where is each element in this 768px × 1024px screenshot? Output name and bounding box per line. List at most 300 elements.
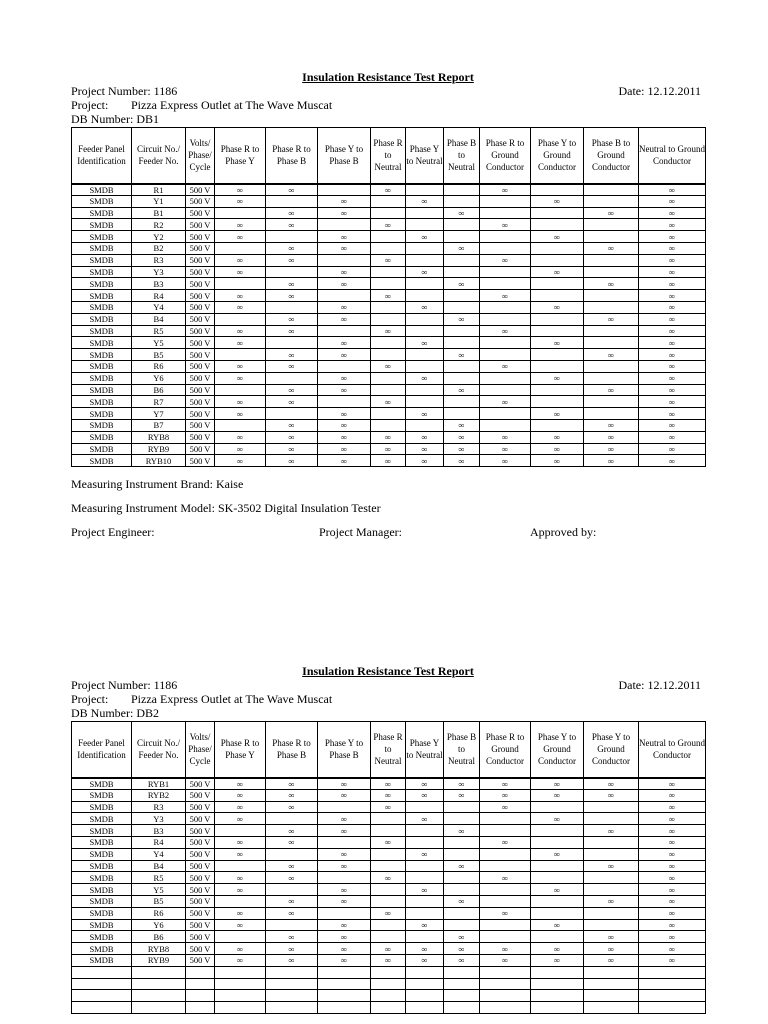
table-cell: ∞	[406, 231, 444, 243]
table-cell: ∞	[639, 943, 706, 955]
table-cell	[406, 242, 444, 254]
table-cell	[406, 419, 444, 431]
table-cell: ∞	[266, 431, 318, 443]
table-row	[72, 337, 706, 349]
table-cell: ∞	[444, 778, 480, 790]
table-cell	[406, 990, 444, 1002]
table-cell: ∞	[639, 207, 706, 219]
instrument-model: Measuring Instrument Model: SK-3502 Digital Insulation Tester	[71, 501, 381, 516]
table-cell: 500 V	[186, 396, 215, 408]
table-cell: RYB10	[132, 455, 186, 467]
project-name: Pizza Express Outlet at The Wave Muscat	[131, 692, 333, 706]
table-cell: ∞	[444, 242, 480, 254]
table-row	[72, 789, 706, 801]
column-header: Phase R to Ground Conductor	[480, 128, 531, 184]
table-cell	[444, 408, 480, 420]
table-cell	[584, 919, 639, 931]
table-cell: ∞	[639, 431, 706, 443]
table-cell: ∞	[639, 419, 706, 431]
table-cell	[215, 990, 266, 1002]
table-row	[72, 455, 706, 467]
table-cell: ∞	[215, 455, 266, 467]
table-cell	[444, 301, 480, 313]
column-header: Feeder Panel Identification	[72, 128, 132, 184]
table-cell: ∞	[480, 789, 531, 801]
table-cell	[266, 848, 318, 860]
table-cell: R4	[132, 290, 186, 302]
table-cell	[186, 966, 215, 978]
instrument-brand: Measuring Instrument Brand: Kaise	[71, 477, 244, 492]
table-cell: ∞	[371, 325, 406, 337]
table-cell: 500 V	[186, 195, 215, 207]
table-cell	[444, 195, 480, 207]
table-cell: ∞	[639, 907, 706, 919]
table-cell: SMDB	[72, 242, 132, 254]
table-cell	[371, 848, 406, 860]
table-cell: Y6	[132, 372, 186, 384]
table-cell	[480, 242, 531, 254]
table-cell: ∞	[531, 266, 584, 278]
table-cell: ∞	[639, 919, 706, 931]
table-cell: ∞	[444, 431, 480, 443]
column-header: Phase B to Neutral	[444, 128, 480, 184]
table-cell	[444, 848, 480, 860]
table-row	[72, 231, 706, 243]
table-cell: RYB9	[132, 954, 186, 966]
table-cell	[531, 978, 584, 990]
table-cell	[318, 290, 371, 302]
column-header: Volts/ Phase/ Cycle	[186, 128, 215, 184]
table-cell: ∞	[639, 931, 706, 943]
table-cell: ∞	[318, 455, 371, 467]
table-cell: ∞	[371, 789, 406, 801]
table-cell: ∞	[444, 278, 480, 290]
table-cell: ∞	[639, 349, 706, 361]
table-cell: ∞	[318, 895, 371, 907]
table-cell: ∞	[639, 455, 706, 467]
table-cell	[406, 907, 444, 919]
table-cell	[266, 337, 318, 349]
table-cell: ∞	[318, 943, 371, 955]
table-cell: ∞	[215, 372, 266, 384]
table-cell: ∞	[318, 242, 371, 254]
table-cell: ∞	[371, 219, 406, 231]
table-cell	[266, 372, 318, 384]
table-cell: ∞	[406, 813, 444, 825]
table-cell	[584, 195, 639, 207]
table-cell: ∞	[531, 372, 584, 384]
table-cell: 500 V	[186, 954, 215, 966]
table-cell: ∞	[215, 184, 266, 196]
table-cell	[531, 990, 584, 1002]
table-cell: ∞	[266, 219, 318, 231]
table-cell: ∞	[584, 313, 639, 325]
table-cell: ∞	[215, 266, 266, 278]
table-cell	[266, 231, 318, 243]
table-cell	[406, 360, 444, 372]
table-cell: ∞	[584, 455, 639, 467]
table-cell: SMDB	[72, 884, 132, 896]
table-cell	[531, 349, 584, 361]
table-cell: ∞	[639, 313, 706, 325]
project-label: Project:	[71, 692, 109, 706]
table-cell	[531, 1002, 584, 1014]
table-cell: SMDB	[72, 349, 132, 361]
table-cell	[584, 266, 639, 278]
table-cell	[266, 266, 318, 278]
table-cell	[266, 301, 318, 313]
table-cell	[444, 372, 480, 384]
table-cell: Y2	[132, 231, 186, 243]
table-cell	[531, 207, 584, 219]
table-cell: SMDB	[72, 337, 132, 349]
table-cell: R7	[132, 396, 186, 408]
table-cell: B1	[132, 207, 186, 219]
table-cell	[371, 978, 406, 990]
table-cell: ∞	[406, 266, 444, 278]
table-cell: ∞	[584, 789, 639, 801]
table-cell: ∞	[480, 455, 531, 467]
table-cell	[531, 242, 584, 254]
table-cell: SMDB	[72, 290, 132, 302]
table-cell	[584, 884, 639, 896]
table-cell: ∞	[371, 801, 406, 813]
signature-line	[71, 525, 705, 539]
table-cell	[406, 207, 444, 219]
table-cell: 500 V	[186, 419, 215, 431]
table-cell: ∞	[371, 778, 406, 790]
table-cell: Y3	[132, 813, 186, 825]
table-cell	[480, 966, 531, 978]
table-cell	[444, 813, 480, 825]
table-cell: 500 V	[186, 266, 215, 278]
table-cell	[480, 884, 531, 896]
table-row	[72, 290, 706, 302]
table-cell	[480, 313, 531, 325]
table-cell	[531, 966, 584, 978]
table-cell: ∞	[371, 954, 406, 966]
table-cell: ∞	[318, 778, 371, 790]
table-cell: ∞	[444, 313, 480, 325]
table-cell: 500 V	[186, 789, 215, 801]
table-cell: ∞	[584, 384, 639, 396]
table-cell	[72, 1002, 132, 1014]
table-cell: ∞	[480, 184, 531, 196]
table-cell: ∞	[639, 219, 706, 231]
column-header: Phase R to Phase B	[266, 722, 318, 778]
table-cell: 500 V	[186, 884, 215, 896]
table-cell: ∞	[406, 443, 444, 455]
table-cell: R1	[132, 184, 186, 196]
table-cell: ∞	[639, 895, 706, 907]
table-cell: ∞	[531, 231, 584, 243]
table-cell	[371, 384, 406, 396]
table-cell: SMDB	[72, 895, 132, 907]
table-cell	[444, 966, 480, 978]
table-cell: ∞	[444, 384, 480, 396]
table-cell	[318, 966, 371, 978]
table-cell	[406, 184, 444, 196]
table-cell: 500 V	[186, 278, 215, 290]
table-cell: SMDB	[72, 789, 132, 801]
table-cell: 500 V	[186, 943, 215, 955]
table-cell: ∞	[480, 254, 531, 266]
table-cell: ∞	[444, 954, 480, 966]
table-row	[72, 419, 706, 431]
table-cell	[480, 384, 531, 396]
table-cell: ∞	[531, 443, 584, 455]
table-cell: B2	[132, 242, 186, 254]
table-cell	[406, 1002, 444, 1014]
table-cell	[531, 860, 584, 872]
table-cell	[584, 325, 639, 337]
table-cell	[531, 219, 584, 231]
table-cell: ∞	[480, 325, 531, 337]
table-cell: R5	[132, 325, 186, 337]
table-cell: ∞	[215, 431, 266, 443]
table-cell	[444, 884, 480, 896]
table-cell	[444, 872, 480, 884]
table-cell: ∞	[266, 207, 318, 219]
table-cell: ∞	[318, 266, 371, 278]
table-cell	[584, 290, 639, 302]
table-cell: ∞	[639, 301, 706, 313]
table-cell: 500 V	[186, 872, 215, 884]
table-cell: ∞	[215, 443, 266, 455]
table-cell: ∞	[215, 907, 266, 919]
table-cell: ∞	[531, 337, 584, 349]
table-cell: ∞	[406, 455, 444, 467]
table-cell: B6	[132, 384, 186, 396]
table-cell	[406, 860, 444, 872]
table-cell	[531, 384, 584, 396]
table-row	[72, 431, 706, 443]
table-cell	[480, 207, 531, 219]
table-cell: ∞	[480, 431, 531, 443]
column-header: Phase Y to Neutral	[406, 128, 444, 184]
table-cell: SMDB	[72, 848, 132, 860]
table-cell	[480, 408, 531, 420]
table-cell: 500 V	[186, 301, 215, 313]
table-cell	[215, 349, 266, 361]
table-cell	[584, 184, 639, 196]
table-cell: 500 V	[186, 207, 215, 219]
table-cell: SMDB	[72, 943, 132, 955]
table-cell: 500 V	[186, 325, 215, 337]
column-header: Phase Y to Phase B	[318, 722, 371, 778]
table-row	[72, 266, 706, 278]
table-cell: ∞	[266, 895, 318, 907]
table-cell	[584, 966, 639, 978]
table-cell: ∞	[215, 789, 266, 801]
table-cell: SMDB	[72, 278, 132, 290]
table-cell: SMDB	[72, 195, 132, 207]
table-cell: ∞	[215, 301, 266, 313]
table-cell: 500 V	[186, 337, 215, 349]
table-cell	[531, 419, 584, 431]
table-cell	[406, 872, 444, 884]
table-cell: ∞	[266, 443, 318, 455]
table-cell	[318, 978, 371, 990]
report-title: Insulation Resistance Test Report	[302, 664, 474, 678]
table-cell: SMDB	[72, 907, 132, 919]
table-cell	[318, 325, 371, 337]
table-cell	[371, 278, 406, 290]
table-cell	[371, 372, 406, 384]
table-row	[72, 372, 706, 384]
table-cell: ∞	[406, 778, 444, 790]
table-cell	[584, 396, 639, 408]
table-row	[72, 301, 706, 313]
table-cell: ∞	[371, 184, 406, 196]
column-header: Phase B to Ground Conductor	[584, 128, 639, 184]
table-cell	[406, 801, 444, 813]
table-cell: ∞	[406, 848, 444, 860]
table-row	[72, 943, 706, 955]
table-cell	[318, 801, 371, 813]
table-cell	[215, 1002, 266, 1014]
table-cell: ∞	[266, 384, 318, 396]
table-cell	[186, 1002, 215, 1014]
table-cell: ∞	[406, 372, 444, 384]
table-cell	[531, 325, 584, 337]
table-row	[72, 278, 706, 290]
column-header: Phase R to Neutral	[371, 128, 406, 184]
table-cell	[318, 360, 371, 372]
table-row	[72, 443, 706, 455]
table-cell	[584, 360, 639, 372]
table-cell	[584, 1002, 639, 1014]
table-cell	[444, 801, 480, 813]
table-cell: B3	[132, 825, 186, 837]
project-number: Project Number: 1186	[71, 678, 178, 692]
table-cell: ∞	[639, 884, 706, 896]
table-cell	[444, 231, 480, 243]
table-cell: ∞	[480, 801, 531, 813]
table-cell: SMDB	[72, 860, 132, 872]
table-cell: ∞	[584, 778, 639, 790]
table-row	[72, 966, 706, 978]
table-cell: 500 V	[186, 825, 215, 837]
table-cell	[444, 990, 480, 1002]
report-title: Insulation Resistance Test Report	[302, 70, 474, 84]
table-row	[72, 207, 706, 219]
table-cell: SMDB	[72, 254, 132, 266]
table-cell: SMDB	[72, 372, 132, 384]
approved-by-label: Approved by:	[530, 525, 597, 540]
table-cell: Y3	[132, 266, 186, 278]
table-cell	[531, 836, 584, 848]
table-cell	[480, 1002, 531, 1014]
table-cell: ∞	[584, 825, 639, 837]
table-cell: SMDB	[72, 443, 132, 455]
table-cell: ∞	[406, 954, 444, 966]
table-cell	[444, 836, 480, 848]
table-cell	[406, 966, 444, 978]
table-cell: ∞	[639, 184, 706, 196]
table-cell: ∞	[266, 907, 318, 919]
table-cell	[584, 907, 639, 919]
table-cell	[531, 895, 584, 907]
table-cell: 500 V	[186, 313, 215, 325]
table-cell: ∞	[318, 789, 371, 801]
table-cell: SMDB	[72, 384, 132, 396]
table-cell: ∞	[444, 349, 480, 361]
column-header: Phase R to Ground Conductor	[480, 722, 531, 778]
table-cell	[531, 396, 584, 408]
table-row	[72, 978, 706, 990]
table-cell	[371, 419, 406, 431]
table-cell: 500 V	[186, 384, 215, 396]
table-cell: ∞	[444, 789, 480, 801]
table-cell: ∞	[480, 290, 531, 302]
table-cell: ∞	[318, 443, 371, 455]
table-cell: ∞	[266, 360, 318, 372]
table-cell: Y5	[132, 337, 186, 349]
table-cell: ∞	[371, 254, 406, 266]
table-cell	[266, 919, 318, 931]
table-cell: ∞	[318, 349, 371, 361]
table-cell	[371, 990, 406, 1002]
table-cell	[371, 931, 406, 943]
table-cell: ∞	[318, 860, 371, 872]
table-cell: ∞	[444, 825, 480, 837]
table-cell: SMDB	[72, 408, 132, 420]
table-cell: ∞	[318, 954, 371, 966]
table-cell: ∞	[318, 431, 371, 443]
table-cell: 500 V	[186, 931, 215, 943]
table-cell: Y7	[132, 408, 186, 420]
table-cell: ∞	[266, 242, 318, 254]
table-row	[72, 184, 706, 196]
table-cell	[639, 1002, 706, 1014]
table-cell	[584, 848, 639, 860]
table-cell	[480, 266, 531, 278]
table-cell: ∞	[406, 431, 444, 443]
project-manager-label: Project Manager:	[319, 525, 402, 540]
table-cell	[215, 931, 266, 943]
table-cell: ∞	[584, 954, 639, 966]
table-cell: ∞	[266, 860, 318, 872]
column-header: Phase Y to Ground Conductor	[531, 722, 584, 778]
table-cell: ∞	[444, 895, 480, 907]
table-cell: SMDB	[72, 919, 132, 931]
table-cell: ∞	[480, 360, 531, 372]
table-cell: ∞	[531, 195, 584, 207]
table-cell	[406, 278, 444, 290]
table-cell: ∞	[406, 884, 444, 896]
table-cell: ∞	[318, 195, 371, 207]
table-cell: ∞	[266, 325, 318, 337]
table-cell	[406, 895, 444, 907]
table-cell: ∞	[531, 943, 584, 955]
column-header: Phase B to Neutral	[444, 722, 480, 778]
table-cell: RYB8	[132, 943, 186, 955]
table-cell: SMDB	[72, 954, 132, 966]
table-cell	[584, 372, 639, 384]
table-cell	[406, 313, 444, 325]
table-cell: SMDB	[72, 431, 132, 443]
table-cell: SMDB	[72, 801, 132, 813]
table-cell	[371, 349, 406, 361]
table-cell: ∞	[639, 266, 706, 278]
table-cell: R4	[132, 836, 186, 848]
column-header: Neutral to Ground Conductor	[639, 128, 706, 184]
table-cell	[318, 872, 371, 884]
table-cell: ∞	[266, 184, 318, 196]
table-cell	[444, 184, 480, 196]
table-cell: ∞	[639, 860, 706, 872]
